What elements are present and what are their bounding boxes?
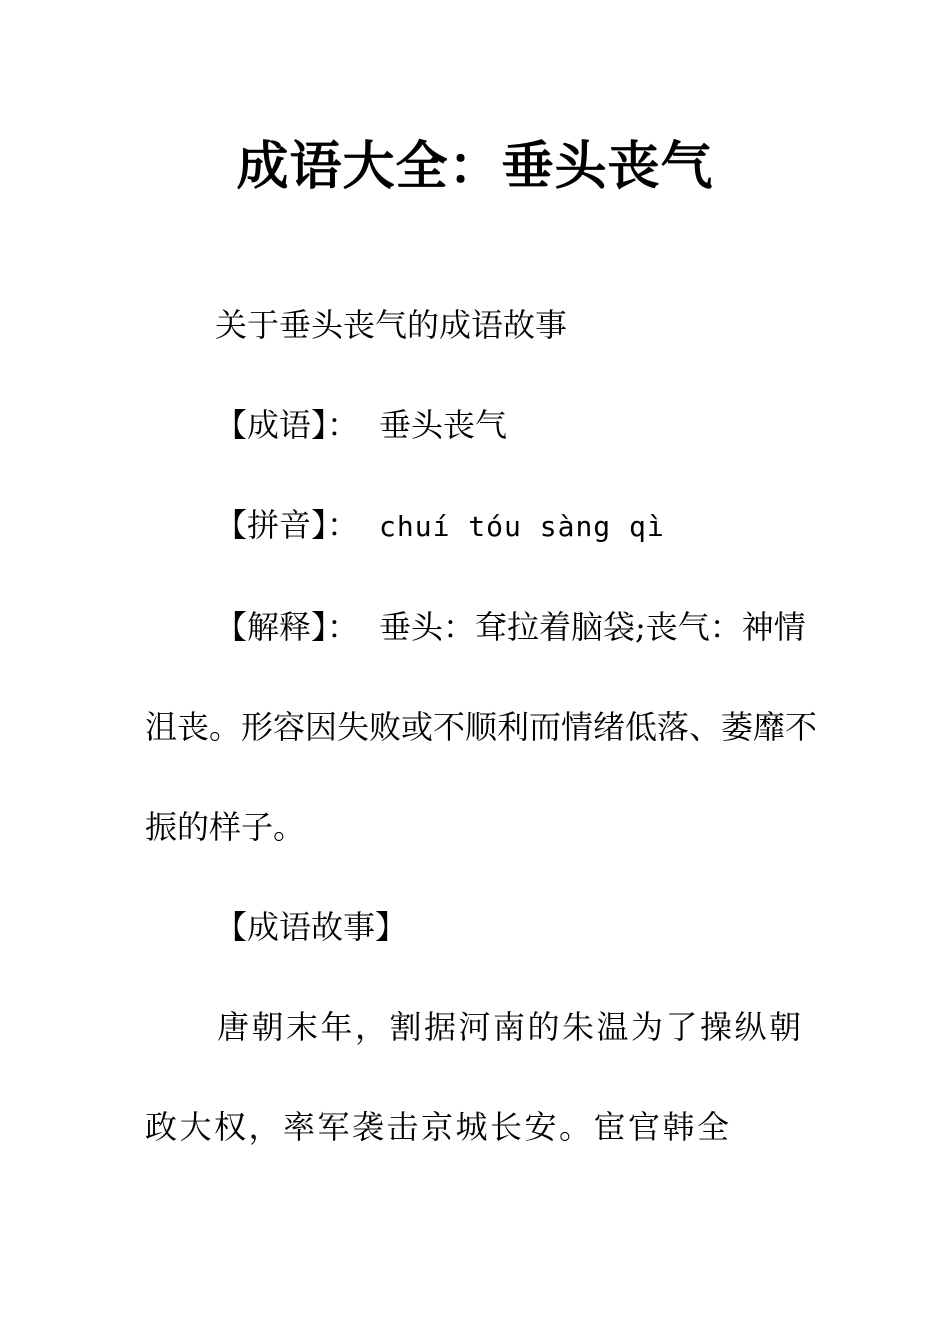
story-paragraph (145, 977, 835, 1177)
idiom-value: 垂头丧气 (379, 406, 508, 444)
explain-value: 垂头：耷拉着脑袋;丧气：神情沮丧。形容因失败或不顺利而情绪低落、萎靡不振的样子。 (145, 608, 818, 846)
page-title: 成语大全：垂头丧气 (236, 136, 714, 197)
explain-label: 【解释】： (215, 608, 360, 646)
pinyin-value: chuí tóu sàng qì (379, 510, 665, 543)
idiom-paragraph (145, 400, 835, 450)
intro-text: 关于垂头丧气的成语故事 (215, 306, 568, 344)
pinyin-label: 【拼音】： (215, 506, 360, 544)
explain-paragraph (145, 577, 835, 877)
story-heading-paragraph (145, 902, 835, 952)
story-label: 【成语故事】 (215, 908, 408, 946)
document-body (145, 300, 835, 1177)
story-text: 唐朝末年，割据河南的朱温为了操纵朝政大权，率军袭击京城长安。宦官韩全 (145, 1008, 804, 1146)
idiom-label: 【成语】： (215, 406, 360, 444)
pinyin-paragraph (145, 500, 835, 552)
intro-paragraph (145, 300, 835, 350)
